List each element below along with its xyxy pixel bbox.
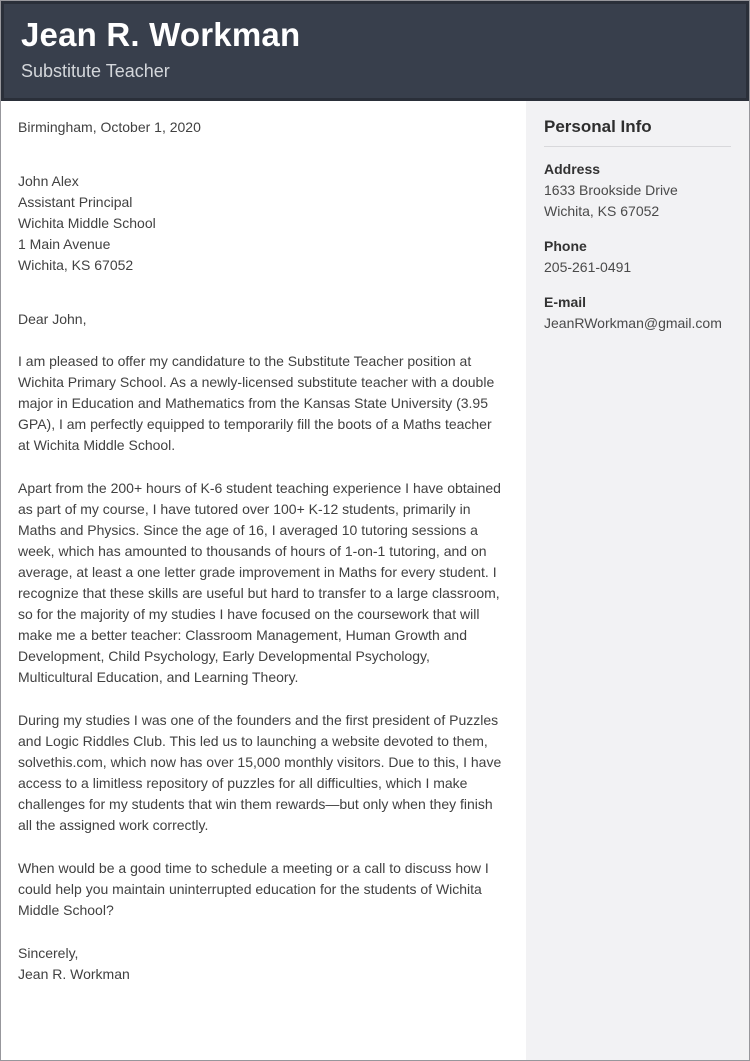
letter-paragraph: I am pleased to offer my candidature to the Substitute Teacher position at Wichita Primary School. As a newly-licensed substitute teacher with a double major in Education and Mathematics from the Kansas State University (3.95 GPA), I am perfectly equipped to temporarily fill the boots of a Maths teacher at Wichita Middle School. bbox=[18, 352, 495, 453]
sidebar-section-address bbox=[544, 159, 731, 222]
recipient-block bbox=[18, 171, 506, 276]
letter-body bbox=[1, 101, 526, 1060]
address-label: Address bbox=[544, 160, 601, 177]
letter-paragraph: Apart from the 200+ hours of K-6 student teaching experience I have obtained as part of my course, I have tutored over 100+ K-12 students, primarily in Maths and Physics. Since the age of 16, I averaged 10 tutoring sessions a week, which has amounted to thousands of hours of 1-on-1 tutoring, and on average, at least a one letter grade improvement in Maths for every student. I recognize that these skills are useful but hard to transfer to a large classroom, so for the majority of my studies I have focused on the coursework that will make me a better teacher: Classroom Management, Human Growth and Development, Child Psychology, Early Developmental Psychology, Multicultural Education, and Learning Theory. bbox=[18, 479, 501, 685]
sidebar-section-phone bbox=[544, 236, 731, 278]
signature-name: Jean R. Workman bbox=[18, 965, 130, 982]
letter-header bbox=[1, 1, 749, 101]
sidebar-title: Personal Info bbox=[544, 117, 731, 147]
recipient-city: Wichita, KS 67052 bbox=[18, 256, 134, 273]
sidebar-section-email bbox=[544, 292, 731, 334]
recipient-title: Assistant Principal bbox=[18, 193, 133, 210]
personal-info-sidebar bbox=[526, 101, 749, 1060]
phone-value: 205-261-0491 bbox=[544, 258, 632, 275]
address-line: 1633 Brookside Drive bbox=[544, 181, 678, 198]
email-value: JeanRWorkman@gmail.com bbox=[544, 314, 722, 331]
recipient-street: 1 Main Avenue bbox=[18, 235, 111, 252]
address-line: Wichita, KS 67052 bbox=[544, 202, 660, 219]
letter-paragraph: When would be a good time to schedule a meeting or a call to discuss how I could help you maintain uninterrupted education for the students of Wichita Middle School? bbox=[18, 859, 489, 918]
closing-block bbox=[18, 943, 506, 985]
applicant-job-title: Substitute Teacher bbox=[21, 60, 170, 81]
recipient-name: John Alex bbox=[18, 172, 79, 189]
email-label: E-mail bbox=[544, 293, 587, 310]
date-line: Birmingham, October 1, 2020 bbox=[18, 118, 201, 135]
salutation: Dear John, bbox=[18, 310, 87, 327]
letter-content bbox=[1, 101, 749, 1060]
applicant-name: Jean R. Workman bbox=[21, 16, 301, 53]
recipient-organization: Wichita Middle School bbox=[18, 214, 156, 231]
letter-paragraph: During my studies I was one of the founders and the first president of Puzzles and Logic Riddles Club. This led us to launching a website devoted to them, solvethis.com, which now has over 15,000 monthly visitors. Due to this, I have access to a limitless repository of puzzles for all difficulties, which I make challenges for my students that win them rewards—but only when they finish all the assigned work correctly. bbox=[18, 711, 502, 833]
phone-label: Phone bbox=[544, 237, 587, 254]
closing-phrase: Sincerely, bbox=[18, 944, 79, 961]
